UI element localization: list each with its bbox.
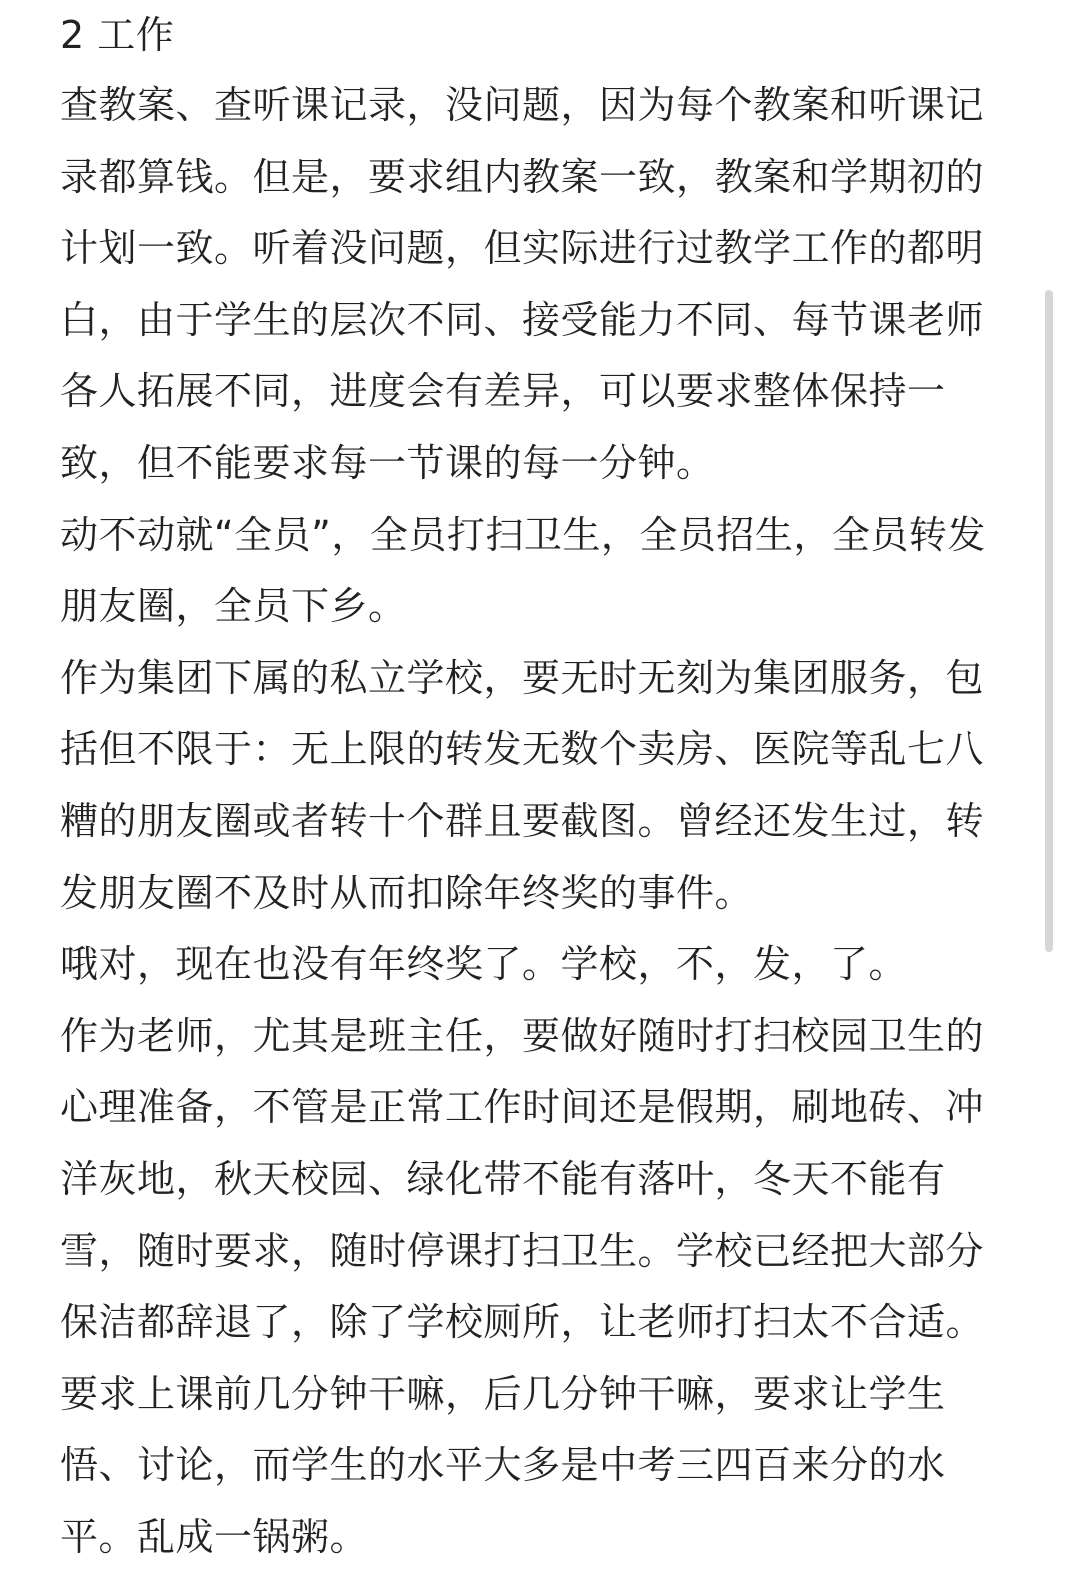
paragraph-all-staff: 动不动就“全员”，全员打扫卫生，全员招生，全员转发 朋友圈，全员下乡。	[60, 512, 986, 629]
paragraph-class-rules: 要求上课前几分钟干嘛，后几分钟干嘛，要求让学生 悟、讨论，而学生的水平大多是中考三四百来分的水 平。乱成一锅粥。	[60, 1371, 946, 1559]
section-heading: 2 工作	[60, 13, 175, 57]
paragraph-group-service: 作为集团下属的私立学校，要无时无刻为集团服务，包 括但不限于：无上限的转发无数个卖房、医院等乱七八 糟的朋友圈或者转十个群且要截图。曾经还发生过，转 发朋友圈不及时从而扣除年终奖的事件。	[60, 655, 985, 915]
vertical-scrollbar-thumb[interactable]	[1045, 290, 1053, 952]
paragraph-lesson-plans: 查教案、查听课记录，没问题，因为每个教案和听课记 录都算钱。但是，要求组内教案一致，教案和学期初的 计划一致。听着没问题，但实际进行过教学工作的都明 白，由于学生的层次不同、接受能力不同、每节课老师 各人拓展不同，进度会有差异，可以要求整体保持一 致，但不能要求每一节课的每一分钟。	[60, 83, 985, 485]
article-body	[60, 0, 1020, 1573]
paragraph-no-bonus: 哦对，现在也没有年终奖了。学校，不，发，了。	[60, 942, 908, 987]
paragraph-cleaning: 作为老师，尤其是班主任，要做好随时打扫校园卫生的 心理准备，不管是正常工作时间还是假期，刷地砖、冲 洋灰地，秋天校园、绿化带不能有落叶，冬天不能有 雪，随时要求，随时停课打扫卫生。学校已经把大部分 保洁都辞退了，除了学校厕所，让老师打扫太不合适。	[60, 1013, 985, 1345]
